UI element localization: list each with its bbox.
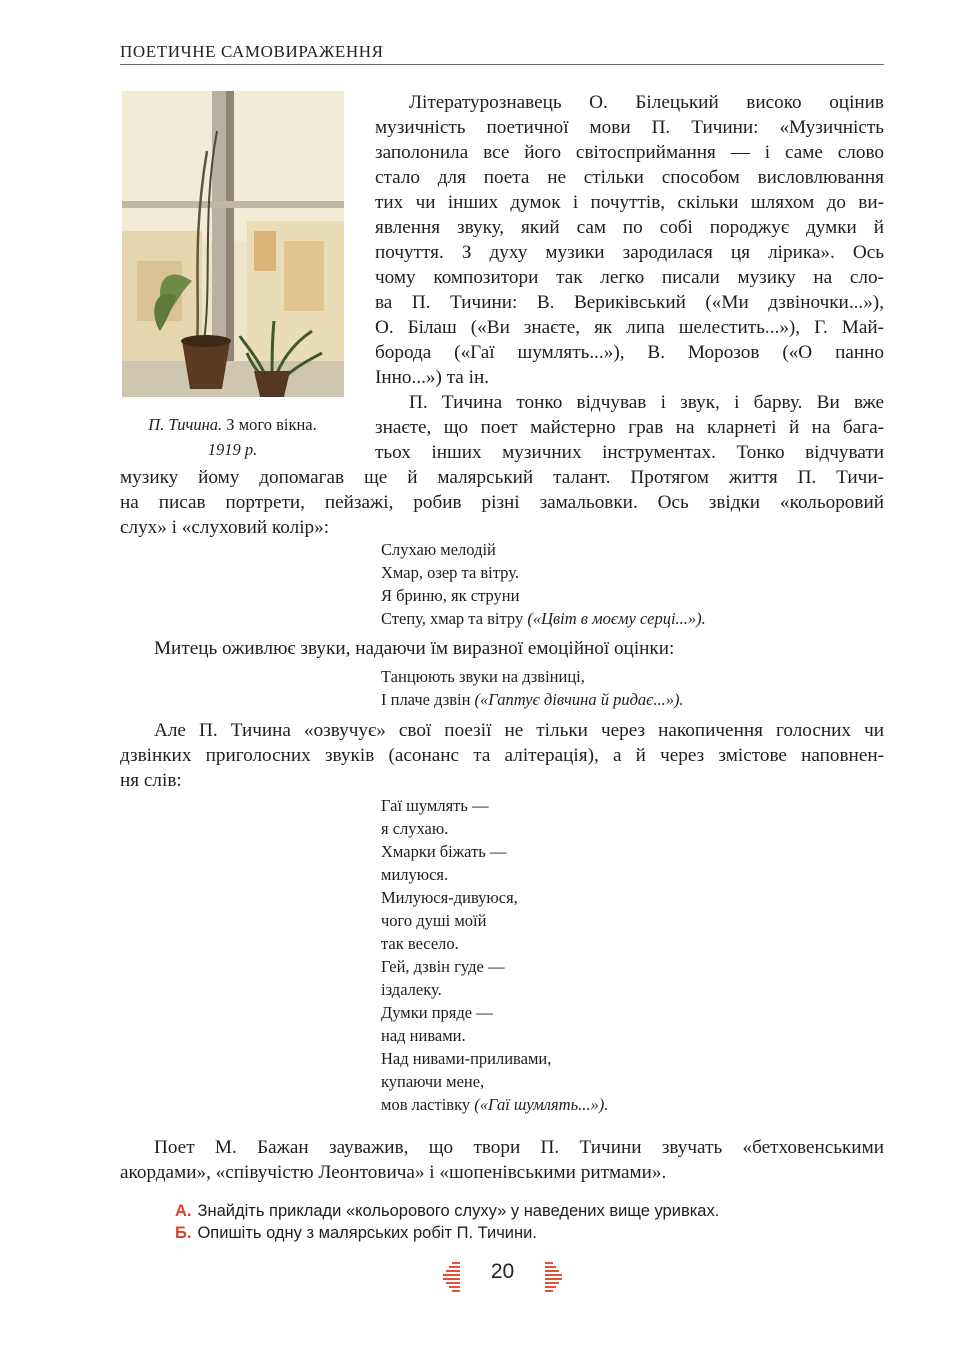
text-line: на писав портрети, пейзажі, робив різні замальовки. Ось звідки «кольоровий [120, 492, 884, 513]
verse-source: («Гаптує дівчина й ридає...»). [474, 690, 684, 709]
caption-title: З мого вікна. [222, 415, 317, 434]
verse-line: Гей, дзвін гуде — [381, 957, 505, 976]
paragraph-sound [120, 718, 884, 793]
verse-source: («Цвіт в моєму серці...»). [527, 609, 706, 628]
text-line: дзвінких приголосних звуків (асонанс та алітерація), а й через змістове наповнен- [120, 745, 884, 766]
page-number-block [440, 1258, 565, 1298]
paragraph-bilecky [375, 90, 884, 465]
verse-line: іздалеку. [381, 980, 442, 999]
verse-line: я слухаю. [381, 819, 449, 838]
verse-line: Хмарки біжать — [381, 842, 507, 861]
text-line: музичність поетичної мови П. Тичини: «Музичність [375, 117, 884, 138]
task-list [175, 1200, 719, 1244]
verse-line: Слухаю мелодій [381, 540, 496, 559]
paragraph-painting-talent [120, 465, 884, 540]
text-line: тих чи інших думок і почуттів, скільки шляхом до ви- [375, 192, 884, 213]
text-line: музику йому допомагав ще й малярський талант. Протягом життя П. Тичи- [120, 467, 884, 488]
verse-line: Над нивами-приливами, [381, 1049, 552, 1068]
text-line: П. Тичина тонко відчував і звук, і барву. Ви вже [409, 392, 884, 413]
verse-line: Милуюся-дивуюся, [381, 888, 518, 907]
text-line: стало для поета не стільки способом висловлювання [375, 167, 884, 188]
task-item [175, 1222, 719, 1244]
paragraph-bazhan [120, 1135, 884, 1185]
verse-line: милуюся. [381, 865, 449, 884]
painting-image [122, 91, 344, 397]
verse-line: так весело. [381, 934, 459, 953]
text-line: Літературознавець О. Білецький високо оцінив [409, 92, 884, 113]
verse-quote-2 [381, 665, 684, 711]
verse-line: Думки пряде — [381, 1003, 493, 1022]
page-header: ПОЕТИЧНЕ САМОВИРАЖЕННЯ [120, 42, 884, 65]
text-line: явлення звуку, який сам по собі породжує думки й [375, 217, 884, 238]
verse-quote-1 [381, 538, 706, 630]
verse-line: мов ластівку [381, 1095, 475, 1114]
caption-year: 1919 р. [207, 440, 258, 459]
page-number: 20 [490, 1260, 515, 1283]
verse-quote-3 [381, 794, 608, 1116]
text-line: чому композитори так легко писали музику на сло- [375, 267, 884, 288]
text-line: почуття. З духу музики зародилася ця лірика». Ось [375, 242, 884, 263]
text-line: Інно...») та ін. [375, 367, 490, 388]
paragraph-emotion [120, 636, 884, 661]
task-item [175, 1200, 719, 1222]
verse-source: («Гаї шумлять...»). [474, 1095, 609, 1114]
verse-line: чого душі моїй [381, 911, 487, 930]
text-line: ня слів: [120, 770, 182, 791]
text-line: заполонила все його світосприймання — і саме слово [375, 142, 884, 163]
text-line: тьох інших музичних інструментах. Тонко відчувати [375, 442, 884, 463]
text-line: Митець оживлює звуки, надаючи їм виразної емоційної оцінки: [154, 638, 675, 659]
text-line: Але П. Тичина «озвучує» свої поезії не тільки через накопичення голосних чи [154, 720, 884, 741]
figure-caption [110, 413, 355, 463]
text-line: борода («Гаї шумлять...»), В. Морозов («О панно [375, 342, 884, 363]
verse-line: купаючи мене, [381, 1072, 485, 1091]
verse-line: Гаї шумлять — [381, 796, 489, 815]
verse-line: Хмар, озер та вітру. [381, 563, 519, 582]
task-text: Знайдіть приклади «кольорового слуху» у наведених вище уривках. [197, 1202, 720, 1220]
text-line: акордами», «співучістю Леонтовича» і «шопенівськими ритмами». [120, 1162, 667, 1183]
text-line: слух» і «слуховий колір»: [120, 517, 330, 538]
verse-line: І плаче дзвін [381, 690, 475, 709]
verse-line: над нивами. [381, 1026, 466, 1045]
task-text: Опишіть одну з малярських робіт П. Тичини. [197, 1224, 537, 1242]
text-line: ва П. Тичини: В. Вериківський («Ми дзвіночки...»), [375, 292, 884, 313]
task-marker: А. [175, 1202, 192, 1220]
verse-line: Степу, хмар та вітру [381, 609, 528, 628]
caption-author: П. Тичина. [148, 415, 223, 434]
verse-line: Танцюють звуки на дзвіниці, [381, 667, 585, 686]
verse-line: Я бриню, як струни [381, 586, 520, 605]
task-marker: Б. [175, 1224, 192, 1242]
text-line: знаєте, що поет майстерно грав на кларнеті й на бага- [375, 417, 884, 438]
text-line: Поет М. Бажан зауважив, що твори П. Тичини звучать «бетховенськими [154, 1137, 884, 1158]
text-line: О. Білаш («Ви знаєте, як липа шелестить...»), Г. Май- [375, 317, 884, 338]
